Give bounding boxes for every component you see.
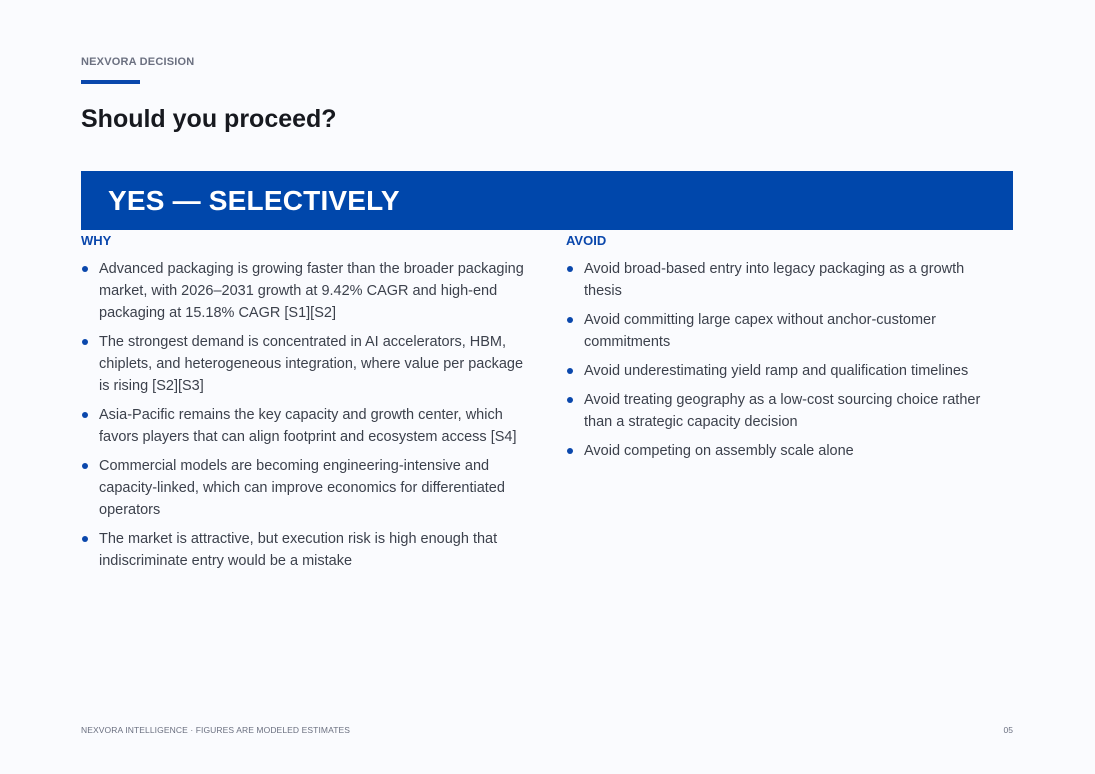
why-item-text: Asia-Pacific remains the key capacity and growth center, which favors players that can align footprint and ecosystem access [S4] — [99, 407, 517, 445]
verdict-banner — [81, 171, 1013, 230]
avoid-item-text: Avoid treating geography as a low-cost sourcing choice rather than a strategic capacity decision — [584, 392, 981, 430]
list-item — [566, 389, 1006, 433]
why-item-text: Commercial models are becoming engineering-intensive and capacity-linked, which can improve economics for differentiated operators — [99, 458, 505, 518]
list-item — [566, 440, 1006, 462]
list-item — [566, 360, 1006, 382]
avoid-heading: AVOID — [566, 233, 607, 248]
list-item — [81, 404, 531, 448]
avoid-item-text: Avoid committing large capex without anchor-customer commitments — [584, 312, 936, 350]
bullet-icon — [567, 397, 573, 403]
verdict-text: YES — SELECTIVELY — [108, 184, 400, 216]
bullet-icon — [567, 317, 573, 323]
avoid-item-text: Avoid competing on assembly scale alone — [584, 443, 854, 459]
why-item-text: Advanced packaging is growing faster than the broader packaging market, with 2026–2031 growth at 9.42% CAGR and high-end packaging at 15.18% CAGR [S1][S2] — [99, 261, 524, 321]
why-heading: WHY — [81, 233, 112, 248]
bullet-icon — [82, 339, 88, 345]
section-eyebrow: NEXVORA DECISION — [81, 56, 195, 68]
avoid-item-text: Avoid broad-based entry into legacy packaging as a growth thesis — [584, 261, 965, 299]
why-column — [81, 233, 531, 579]
bullet-icon — [82, 463, 88, 469]
why-item-text: The strongest demand is concentrated in AI accelerators, HBM, chiplets, and heterogeneous integration, where value per package is rising [S2][S3] — [99, 334, 524, 394]
accent-rule — [81, 80, 140, 84]
avoid-list — [566, 258, 1006, 462]
bullet-icon — [82, 412, 88, 418]
list-item — [81, 528, 531, 572]
list-item — [81, 258, 531, 324]
list-item — [566, 309, 1006, 353]
page-number: 05 — [1003, 725, 1013, 735]
bullet-icon — [567, 448, 573, 454]
why-list — [81, 258, 531, 572]
bullet-icon — [567, 266, 573, 272]
bullet-icon — [567, 368, 573, 374]
page-title: Should you proceed? — [81, 105, 337, 133]
bullet-icon — [82, 266, 88, 272]
bullet-icon — [82, 536, 88, 542]
footer-note: NEXVORA INTELLIGENCE · FIGURES ARE MODELED ESTIMATES — [81, 725, 351, 735]
why-item-text: The market is attractive, but execution risk is high enough that indiscriminate entry would be a mistake — [99, 531, 498, 569]
list-item — [566, 258, 1006, 302]
avoid-column — [566, 233, 1006, 469]
list-item — [81, 331, 531, 397]
list-item — [81, 455, 531, 521]
avoid-item-text: Avoid underestimating yield ramp and qualification timelines — [584, 363, 969, 379]
